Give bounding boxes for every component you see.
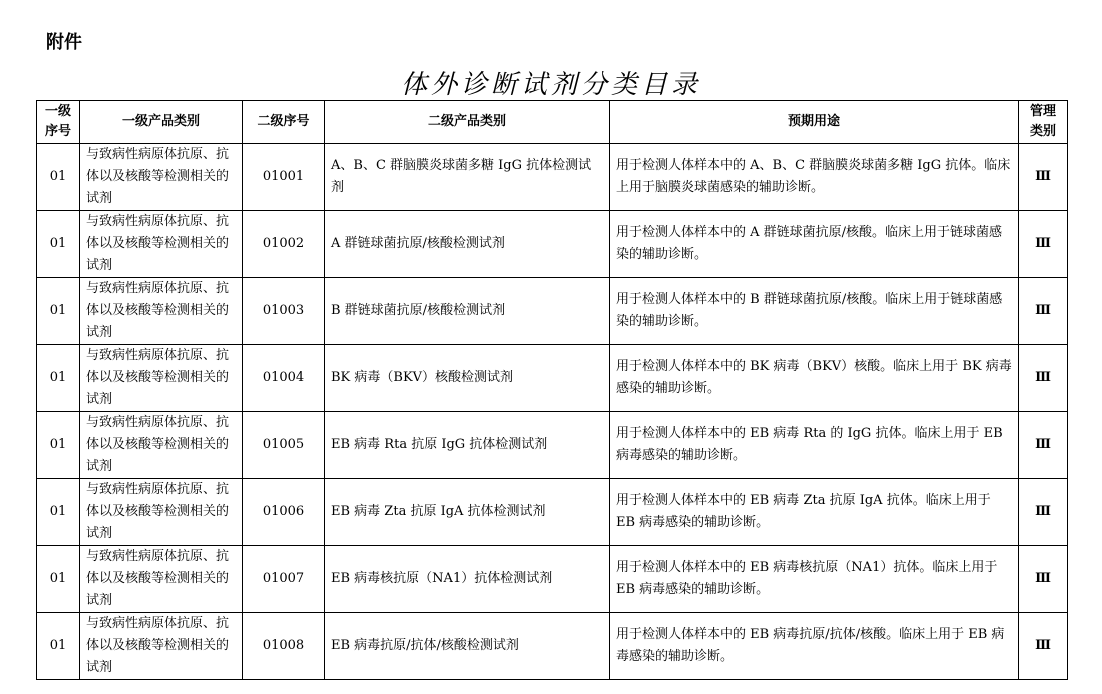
cell-mgmt-class: Ⅲ [1019, 479, 1068, 546]
cell-level1-category: 与致病性病原体抗原、抗体以及核酸等检测相关的试剂 [80, 479, 243, 546]
cell-level1-category: 与致病性病原体抗原、抗体以及核酸等检测相关的试剂 [80, 412, 243, 479]
cell-level2-no: 01001 [243, 144, 325, 211]
col-header-level2-category: 二级产品类别 [325, 101, 610, 144]
cell-level2-no: 01008 [243, 613, 325, 680]
cell-mgmt-class: Ⅲ [1019, 412, 1068, 479]
cell-level2-no: 01007 [243, 546, 325, 613]
cell-intended-use: 用于检测人体样本中的 EB 病毒核抗原（NA1）抗体。临床上用于 EB 病毒感染的辅助诊断。 [610, 546, 1019, 613]
cell-level1-no: 01 [37, 211, 80, 278]
cell-level1-category: 与致病性病原体抗原、抗体以及核酸等检测相关的试剂 [80, 211, 243, 278]
cell-level1-category: 与致病性病原体抗原、抗体以及核酸等检测相关的试剂 [80, 546, 243, 613]
cell-level1-no: 01 [37, 412, 80, 479]
cell-level1-no: 01 [37, 345, 80, 412]
table-row [37, 345, 1068, 412]
cell-level1-category: 与致病性病原体抗原、抗体以及核酸等检测相关的试剂 [80, 144, 243, 211]
cell-intended-use: 用于检测人体样本中的 B 群链球菌抗原/核酸。临床上用于链球菌感染的辅助诊断。 [610, 278, 1019, 345]
cell-mgmt-class: Ⅲ [1019, 144, 1068, 211]
cell-level2-category: BK 病毒（BKV）核酸检测试剂 [325, 345, 610, 412]
table-header-row [37, 101, 1068, 144]
cell-level1-no: 01 [37, 144, 80, 211]
cell-intended-use: 用于检测人体样本中的 EB 病毒 Zta 抗原 IgA 抗体。临床上用于 EB 病毒感染的辅助诊断。 [610, 479, 1019, 546]
cell-intended-use: 用于检测人体样本中的 BK 病毒（BKV）核酸。临床上用于 BK 病毒感染的辅助诊断。 [610, 345, 1019, 412]
catalog-table [36, 100, 1068, 680]
cell-level2-no: 01002 [243, 211, 325, 278]
cell-level2-no: 01004 [243, 345, 325, 412]
cell-level1-no: 01 [37, 613, 80, 680]
cell-mgmt-class: Ⅲ [1019, 345, 1068, 412]
col-header-level1-no: 一级序号 [37, 101, 80, 144]
cell-intended-use: 用于检测人体样本中的 A 群链球菌抗原/核酸。临床上用于链球菌感染的辅助诊断。 [610, 211, 1019, 278]
cell-level2-category: A、B、C 群脑膜炎球菌多糖 IgG 抗体检测试剂 [325, 144, 610, 211]
cell-intended-use: 用于检测人体样本中的 EB 病毒 Rta 的 IgG 抗体。临床上用于 EB 病毒感染的辅助诊断。 [610, 412, 1019, 479]
cell-level1-no: 01 [37, 278, 80, 345]
cell-level1-no: 01 [37, 546, 80, 613]
cell-level2-category: EB 病毒核抗原（NA1）抗体检测试剂 [325, 546, 610, 613]
cell-level2-category: EB 病毒 Rta 抗原 IgG 抗体检测试剂 [325, 412, 610, 479]
cell-level2-category: B 群链球菌抗原/核酸检测试剂 [325, 278, 610, 345]
table-row [37, 479, 1068, 546]
cell-intended-use: 用于检测人体样本中的 A、B、C 群脑膜炎球菌多糖 IgG 抗体。临床上用于脑膜炎球菌感染的辅助诊断。 [610, 144, 1019, 211]
cell-level2-category: A 群链球菌抗原/核酸检测试剂 [325, 211, 610, 278]
col-header-level2-no: 二级序号 [243, 101, 325, 144]
table-row [37, 211, 1068, 278]
cell-level2-category: EB 病毒抗原/抗体/核酸检测试剂 [325, 613, 610, 680]
cell-level1-category: 与致病性病原体抗原、抗体以及核酸等检测相关的试剂 [80, 613, 243, 680]
col-header-level1-category: 一级产品类别 [80, 101, 243, 144]
table-row [37, 144, 1068, 211]
page-title: 体外诊断试剂分类目录 [400, 70, 701, 100]
cell-level2-no: 01003 [243, 278, 325, 345]
cell-level2-category: EB 病毒 Zta 抗原 IgA 抗体检测试剂 [325, 479, 610, 546]
table-row [37, 278, 1068, 345]
cell-level2-no: 01006 [243, 479, 325, 546]
cell-mgmt-class: Ⅲ [1019, 546, 1068, 613]
cell-level2-no: 01005 [243, 412, 325, 479]
col-header-mgmt-class: 管理类别 [1019, 101, 1068, 144]
cell-intended-use: 用于检测人体样本中的 EB 病毒抗原/抗体/核酸。临床上用于 EB 病毒感染的辅助诊断。 [610, 613, 1019, 680]
cell-mgmt-class: Ⅲ [1019, 613, 1068, 680]
cell-mgmt-class: Ⅲ [1019, 211, 1068, 278]
table-row [37, 546, 1068, 613]
cell-mgmt-class: Ⅲ [1019, 278, 1068, 345]
cell-level1-no: 01 [37, 479, 80, 546]
cell-level1-category: 与致病性病原体抗原、抗体以及核酸等检测相关的试剂 [80, 278, 243, 345]
table-row [37, 412, 1068, 479]
attachment-label: 附件 [46, 32, 82, 53]
cell-level1-category: 与致病性病原体抗原、抗体以及核酸等检测相关的试剂 [80, 345, 243, 412]
table-row [37, 613, 1068, 680]
col-header-intended-use: 预期用途 [610, 101, 1019, 144]
